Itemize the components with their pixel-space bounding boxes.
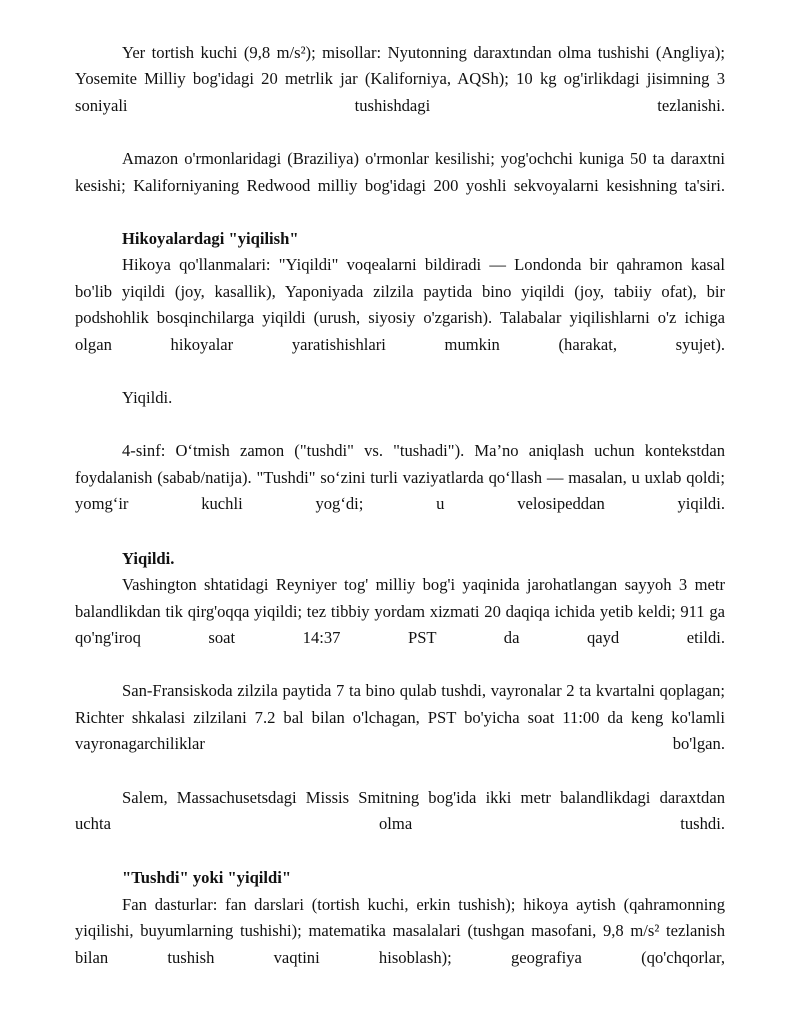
paragraph-san-francisco: San-Fransiskoda zilzila paytida 7 ta bino qulab tushdi, vayronalar 2 ta kvartalni qoplagan; Richter shkalasi zilzilani 7.2 bal bilan o'lchagan, PST bo'yicha soat 11:00 da keng ko'lamli vayronagarchiliklar bo'lgan. xyxy=(75,681,725,754)
paragraph-fell: Yiqildi. xyxy=(122,388,173,408)
spacer xyxy=(75,411,725,438)
paragraph-rainier: Vashington shtatidagi Reyniyer tog' milliy bog'i yaqinida jarohatlangan sayyoh 3 metr balandlikdan tik qirg'oqqa yiqildi; tez tibbiy yordam xizmati 20 daqiqa ichida yetib keldi; 911 ga qo'ng'iroq soat 14:37 PST da qayd etildi. xyxy=(75,575,725,647)
paragraph-gravity: Yer tortish kuchi (9,8 m/s²); misollar: Nyutonning daraxtından olma tushishi (Angliya); Yosemite Milliy bog'idagi 20 metrlik jar (Kaliforniya, AQSh); 10 kg og'irlikdagi jisimning 3 soniyali tushishdagi tezlanishi. xyxy=(75,43,725,115)
paragraph-deforestation: Amazon o'rmonlaridagi (Braziliya) o'rmonlar kesilishi; yog'ochchi kuniga 50 ta daraxtni kesishi; Kaliforniyaning Redwood milliy bog'idagi 200 yoshli sekvoyalarni kesishning ta'siri. xyxy=(75,149,725,195)
spacer xyxy=(75,119,725,146)
heading-fell-or-fallen: "Tushdi" yoki "yiqildi" xyxy=(122,868,292,888)
heading-stories: Hikoyalardagi "yiqilish" xyxy=(122,229,299,249)
paragraph-story-guide: Hikoya qo'llanmalari: "Yiqildi" voqealarni bildiradi — Londonda bir qahramon kasal bo'lib yiqildi (joy, kasallik), Yaponiyada zilzila paytida bino yiqildi (joy, tabiiy ofat), bir podshohlik bosqinchilarga yiqildi (urush, siyosiy o'zgarish). Talabalar yiqilishlarni o'z ichiga olgan hikoyalar yaratishishlari mumkin (harakat, syujet). xyxy=(75,255,725,354)
spacer xyxy=(75,758,725,785)
spacer xyxy=(75,651,725,678)
heading-fell: Yiqildi. xyxy=(122,548,175,568)
paragraph-grade-4: 4-sinf: O‘tmish zamon ("tushdi" vs. "tushadi"). Ma’no aniqlash uchun kontekstdan foydalanish (sabab/natija). "Tushdi" so‘zini turli vaziyatlarda qo‘llash — masalan, u uxlab qoldi; yomg‘ir kuchli yog‘di; u velosipeddan yiqildi. xyxy=(75,441,725,514)
spacer xyxy=(75,199,725,226)
spacer xyxy=(75,358,725,385)
paragraph-salem: Salem, Massachusetsdagi Missis Smitning bog'ida ikki metr balandlikdagi daraxtdan uchta olma tushdi. xyxy=(75,787,725,833)
spacer xyxy=(75,837,725,865)
spacer xyxy=(75,518,725,546)
paragraph-science-programs: Fan dasturlar: fan darslari (tortish kuchi, erkin tushish); hikoya aytish (qahramonning yiqilishi, buyumlarning tushishi); matematika masalalari (tushgan masofani, 9,8 m/s² tezlanish bilan tushish vaqtini hisoblash); geografiya (qo'chqorlar, xyxy=(75,894,725,967)
